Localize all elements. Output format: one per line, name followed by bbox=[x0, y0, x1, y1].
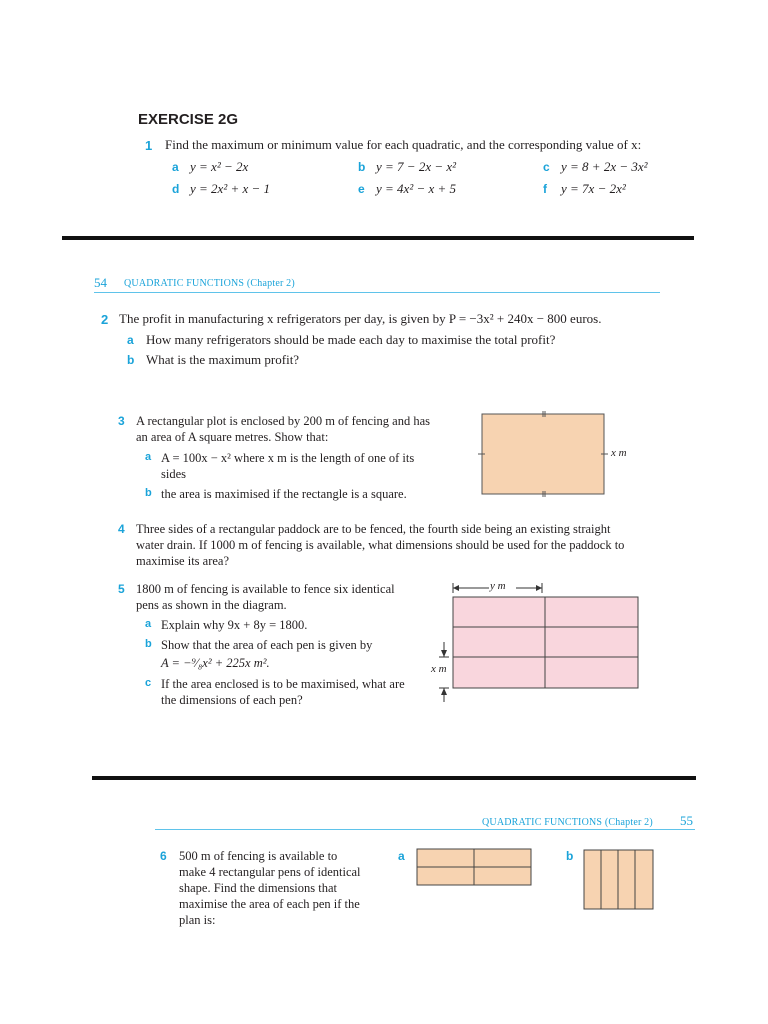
q3-side-label: x m bbox=[611, 447, 627, 459]
q5-b-line2: A = −⁹⁄₈x² + 225x m². bbox=[161, 656, 270, 670]
q1-part-e-label: e bbox=[358, 182, 365, 196]
q1-part-e-expr: y = 4x² − x + 5 bbox=[376, 181, 457, 196]
q1-part-a-label: a bbox=[172, 160, 179, 174]
q5-number: 5 bbox=[118, 582, 125, 596]
q6-number: 6 bbox=[160, 849, 167, 863]
page-divider-top bbox=[62, 236, 694, 240]
q6-line1: 500 m of fencing is available to bbox=[179, 849, 338, 863]
q6-b-diagram bbox=[583, 849, 655, 911]
q3-number: 3 bbox=[118, 414, 125, 428]
exercise-title: EXERCISE 2G bbox=[138, 111, 239, 128]
q3-b-label: b bbox=[145, 487, 152, 499]
q2-b-text: What is the maximum profit? bbox=[146, 352, 300, 367]
q6-line3: shape. Find the dimensions that bbox=[179, 881, 337, 895]
q5-c-line2: the dimensions of each pen? bbox=[161, 693, 303, 707]
q4-number: 4 bbox=[118, 522, 125, 536]
q3-a-line2: sides bbox=[161, 467, 186, 481]
q1-part-c-label: c bbox=[543, 160, 550, 174]
q6-a-diagram bbox=[416, 848, 534, 888]
q1-part-b-expr: y = 7 − 2x − x² bbox=[376, 159, 457, 174]
q5-b-line1: Show that the area of each pen is given by bbox=[161, 638, 373, 652]
q5-c-label: c bbox=[145, 677, 152, 689]
q5-a-text: Explain why 9x + 8y = 1800. bbox=[161, 618, 308, 632]
q1-part-c-expr: y = 8 + 2x − 3x² bbox=[561, 159, 648, 174]
q3-a-label: a bbox=[145, 451, 152, 463]
q1-part-f-label: f bbox=[543, 182, 547, 196]
q4-line1: Three sides of a rectangular paddock are to be fenced, the fourth side being an existing straight bbox=[136, 522, 611, 536]
q6-a-label: a bbox=[398, 849, 405, 863]
q2-b-label: b bbox=[127, 353, 135, 367]
q4-line3: maximise its area? bbox=[136, 554, 230, 568]
q6-line5: plan is: bbox=[179, 913, 216, 927]
q5-side-label: x m bbox=[431, 663, 447, 675]
q1-part-b-label: b bbox=[358, 160, 366, 174]
q2-number: 2 bbox=[101, 312, 109, 327]
running-head-54: QUADRATIC FUNCTIONS (Chapter 2) bbox=[124, 278, 295, 289]
q6-b-label: b bbox=[566, 849, 574, 863]
q3-a-line1: A = 100x − x² where x m is the length of one of its bbox=[161, 451, 415, 465]
q5-line1: 1800 m of fencing is available to fence six identical bbox=[136, 582, 395, 596]
running-head-rule-54 bbox=[94, 292, 660, 293]
q3-b-text: the area is maximised if the rectangle is a square. bbox=[161, 487, 407, 501]
q6-line4: maximise the area of each pen if the bbox=[179, 897, 360, 911]
q1-part-f-expr: y = 7x − 2x² bbox=[561, 181, 626, 196]
q2-a-text: How many refrigerators should be made each day to maximise the total profit? bbox=[146, 332, 556, 347]
q5-c-line1: If the area enclosed is to be maximised, what are bbox=[161, 677, 405, 691]
q5-pens-diagram bbox=[426, 580, 646, 706]
q3-line2: an area of A square metres. Show that: bbox=[136, 430, 329, 444]
page-divider-bottom bbox=[92, 776, 696, 780]
q5-a-label: a bbox=[145, 618, 152, 630]
q3-plot-rect bbox=[482, 414, 604, 494]
q1-part-a-expr: y = x² − 2x bbox=[190, 159, 249, 174]
q1-part-d-expr: y = 2x² + x − 1 bbox=[190, 181, 271, 196]
q1-part-d-label: d bbox=[172, 182, 180, 196]
q1-number: 1 bbox=[145, 138, 153, 153]
q5-line2: pens as shown in the diagram. bbox=[136, 598, 287, 612]
running-head-rule-55 bbox=[155, 829, 695, 830]
page-number-55: 55 bbox=[680, 813, 693, 828]
q6-line2: make 4 rectangular pens of identical bbox=[179, 865, 361, 879]
page-number-54: 54 bbox=[94, 275, 107, 290]
q4-line2: water drain. If 1000 m of fencing is available, what dimensions should be used for the paddock to bbox=[136, 538, 625, 552]
q5-top-label: y m bbox=[490, 580, 506, 592]
q2-text: The profit in manufacturing x refrigerators per day, is given by P = −3x² + 240x − 800 euros. bbox=[119, 311, 602, 326]
running-head-55: QUADRATIC FUNCTIONS (Chapter 2) bbox=[482, 817, 653, 828]
q5-b-label: b bbox=[145, 638, 152, 650]
q2-a-label: a bbox=[127, 333, 134, 347]
q1-text: Find the maximum or minimum value for each quadratic, and the corresponding value of x: bbox=[165, 137, 642, 152]
q3-line1: A rectangular plot is enclosed by 200 m of fencing and has bbox=[136, 414, 431, 428]
